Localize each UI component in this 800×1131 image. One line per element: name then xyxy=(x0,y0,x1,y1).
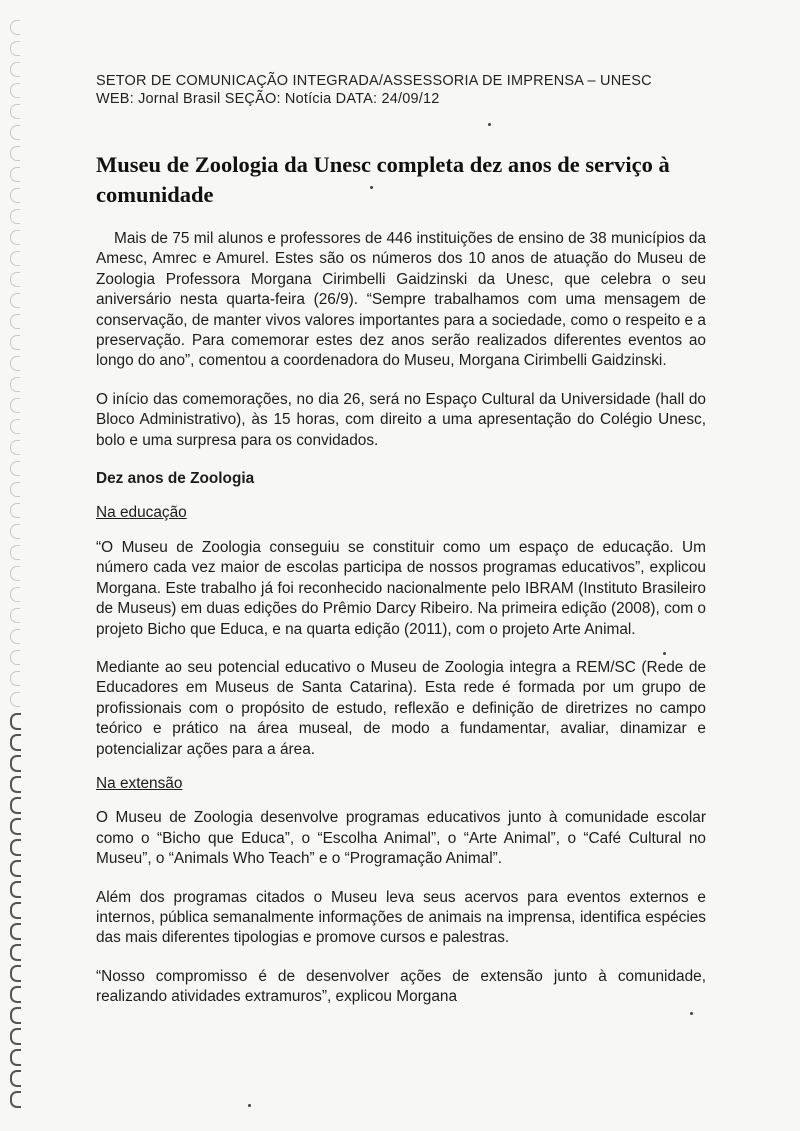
binding-hole xyxy=(10,503,20,518)
binding-hole xyxy=(10,713,21,730)
binding-hole xyxy=(10,944,21,961)
binding-hole xyxy=(10,734,21,751)
section-subheading: Dez anos de Zoologia xyxy=(96,470,255,488)
binding-hole xyxy=(10,209,20,224)
binding-hole xyxy=(10,356,20,371)
binding-hole xyxy=(10,1007,21,1024)
binding-hole xyxy=(10,272,20,287)
binding-hole xyxy=(10,398,20,413)
paragraph-collections: Além dos programas citados o Museu leva seus acervos para eventos externos e internos, pública semanalmente informações de animais na imprensa, identifica espécies das mais diferentes tipologias e promove cursos e palestras. xyxy=(96,888,706,947)
paragraph-education: “O Museu de Zoologia conseguiu se constituir como um espaço de educação. Um número cada vez maior de escolas participa de nossos programas educativos”, explicou Morgana. Este trabalho já foi reconhecido nacionalmente pelo IBRAM (Instituto Brasileiro de Museus) em duas edições do Prêmio Darcy Ribeiro. Na primeira edição (2008), com o projeto Bicho que Educa, e na quarta edição (2011), com o projeto Arte Animal. xyxy=(96,538,706,638)
binding-hole xyxy=(10,41,20,56)
binding-hole xyxy=(10,125,20,140)
binding-hole xyxy=(10,440,20,455)
scan-speck xyxy=(370,186,373,189)
paragraph-intro: Mais de 75 mil alunos e professores de 446 instituições de ensino de 38 municípios da Amesc, Amrec e Amurel. Estes são os números dos 10 anos de atuação do Museu de Zoologia Professora Morgana Cirimbelli Gaidzinski da Unesc, que celebra o seu aniversário nesta quarta-feira (26/9). “Sempre trabalhamos com uma mensagem de conservação, de manter vivos valores importantes para a sociedade, como o respeito e a preservação. Para comemorar estes dez anos serão realizados diferentes eventos ao longo do ano”, comentou a coordenadora do Museu, Morgana Cirimbelli Gaidzinski. xyxy=(96,230,706,370)
binding-hole xyxy=(10,755,21,772)
binding-hole xyxy=(10,62,20,77)
binding-hole xyxy=(10,335,20,350)
binding-hole xyxy=(10,545,20,560)
binding-hole xyxy=(10,146,20,161)
header-line-2: WEB: Jornal Brasil SEÇÃO: Notícia DATA: 24/09/12 xyxy=(96,91,440,107)
paragraph-commitment: “Nosso compromisso é de desenvolver ações de extensão junto à comunidade, realizando atividades extramuros”, explicou Morgana xyxy=(96,967,706,1006)
binding-hole xyxy=(10,1049,21,1066)
scan-speck xyxy=(663,652,666,655)
article-body xyxy=(96,229,706,1008)
article-title: Museu de Zoologia da Unesc completa dez anos de serviço à comunidade xyxy=(96,152,670,207)
paragraph-programs: O Museu de Zoologia desenvolve programas educativos junto à comunidade escolar como o “Bicho que Educa”, o “Escolha Animal”, o “Arte Animal”, o “Café Cultural no Museu”, o “Animals Who Teach” e o “Programação Animal”. xyxy=(96,809,706,868)
binding-hole xyxy=(10,881,21,898)
binding-hole xyxy=(10,83,20,98)
binding-hole xyxy=(10,251,20,266)
binding-hole xyxy=(10,104,20,119)
binding-holes xyxy=(4,20,26,1120)
binding-hole xyxy=(10,1028,21,1045)
binding-hole xyxy=(10,776,21,793)
binding-hole xyxy=(10,293,20,308)
binding-hole xyxy=(10,314,20,329)
binding-hole xyxy=(10,965,21,982)
binding-hole xyxy=(10,923,21,940)
paragraph-rem-sc: Mediante ao seu potencial educativo o Museu de Zoologia integra a REM/SC (Rede de Educadores em Museus de Santa Catarina). Esta rede é formada por um grupo de profissionais com o propósito de estudo, reflexão e definição de diretrizes no campo teórico e prático na área museal, de modo a fundamentar, avaliar, dinamizar e potencializar ações para a área. xyxy=(96,658,706,758)
binding-hole xyxy=(10,692,20,707)
binding-hole xyxy=(10,524,20,539)
paragraph-celebration: O início das comemorações, no dia 26, será no Espaço Cultural da Universidade (hall do Bloco Administrativo), às 15 horas, com direito a uma apresentação do Colégio Unesc, bolo e uma surpresa para os convidados. xyxy=(96,390,706,449)
binding-hole xyxy=(10,377,20,392)
section-heading-education: Na educação xyxy=(96,504,187,522)
binding-hole xyxy=(10,1070,21,1087)
binding-hole xyxy=(10,20,20,35)
binding-hole xyxy=(10,1091,21,1108)
section-heading-extension: Na extensão xyxy=(96,774,183,792)
binding-hole xyxy=(10,482,20,497)
binding-hole xyxy=(10,986,21,1003)
scan-speck xyxy=(488,123,491,126)
binding-hole xyxy=(10,818,21,835)
binding-hole xyxy=(10,188,20,203)
binding-hole xyxy=(10,587,20,602)
binding-hole xyxy=(10,629,20,644)
scan-speck xyxy=(690,1012,693,1015)
binding-hole xyxy=(10,860,21,877)
binding-hole xyxy=(10,671,20,686)
binding-hole xyxy=(10,566,20,581)
binding-hole xyxy=(10,167,20,182)
binding-hole xyxy=(10,419,20,434)
binding-hole xyxy=(10,608,20,623)
binding-hole xyxy=(10,461,20,476)
binding-hole xyxy=(10,797,21,814)
binding-hole xyxy=(10,839,21,856)
binding-hole xyxy=(10,650,20,665)
binding-hole xyxy=(10,902,21,919)
header-line-1: SETOR DE COMUNICAÇÃO INTEGRADA/ASSESSORIA DE IMPRENSA – UNESC xyxy=(96,73,652,89)
page-header xyxy=(96,72,736,108)
scan-speck xyxy=(248,1104,251,1107)
binding-hole xyxy=(10,230,20,245)
